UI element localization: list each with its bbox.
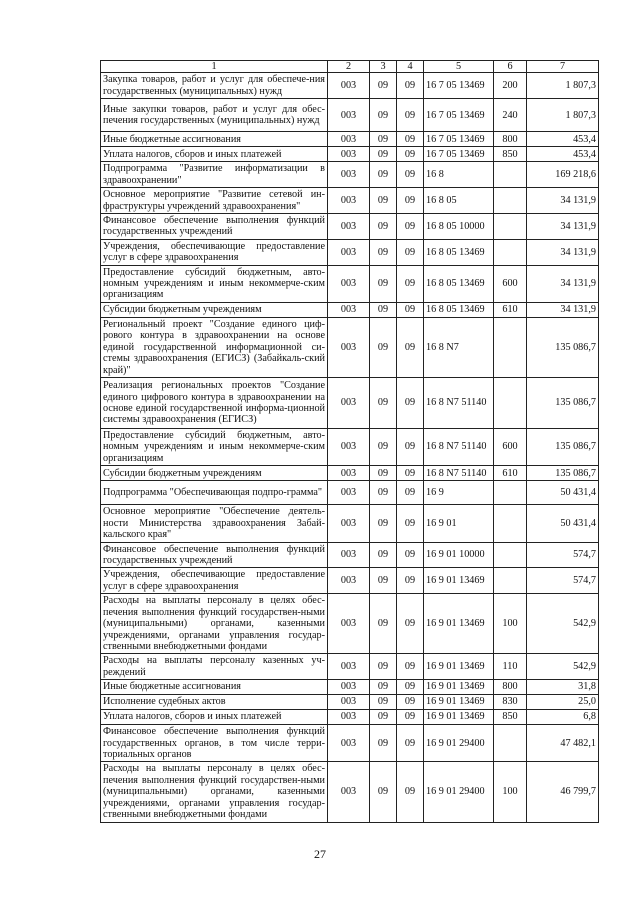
row-subsection-code: 09	[370, 239, 397, 265]
table-row	[101, 680, 599, 695]
row-subsection-code: 09	[370, 378, 397, 429]
row-expense-type: 830	[494, 695, 527, 710]
table-row	[101, 695, 599, 710]
row-name: Реализация региональных проектов "Создание единого цифрового контура в здравоохранении на основе единой государственной информа-ционной системы здравоохранения (ЕГИСЗ)	[101, 378, 328, 429]
row-name: Закупка товаров, работ и услуг для обеспече-ния государственных (муниципальных) нужд	[101, 73, 328, 99]
row-target-article: 16 8 N7 51140	[424, 378, 494, 429]
table-row	[101, 302, 599, 317]
row-amount: 50 431,4	[527, 481, 599, 505]
row-section-code: 003	[328, 680, 370, 695]
row-expense-type: 850	[494, 710, 527, 725]
row-subsection-code: 09	[370, 213, 397, 239]
row-target-article: 16 9 01 13469	[424, 680, 494, 695]
row-amount: 1 807,3	[527, 73, 599, 99]
row-name: Исполнение судебных актов	[101, 695, 328, 710]
table-row	[101, 481, 599, 505]
row-expense-type	[494, 568, 527, 594]
row-section-code: 003	[328, 505, 370, 542]
row-section-code: 003	[328, 725, 370, 762]
row-name: Субсидии бюджетным учреждениям	[101, 302, 328, 317]
row-expense-type: 100	[494, 762, 527, 822]
row-amount: 135 086,7	[527, 317, 599, 377]
row-group-code: 09	[397, 317, 424, 377]
row-subsection-code: 09	[370, 542, 397, 568]
row-group-code: 09	[397, 73, 424, 99]
row-name: Уплата налогов, сборов и иных платежей	[101, 147, 328, 162]
row-target-article: 16 8 05 13469	[424, 239, 494, 265]
row-group-code: 09	[397, 99, 424, 132]
row-expense-type: 610	[494, 466, 527, 481]
row-subsection-code: 09	[370, 429, 397, 466]
row-subsection-code: 09	[370, 725, 397, 762]
row-target-article: 16 9 01 13469	[424, 654, 494, 680]
table-row	[101, 542, 599, 568]
row-name: Расходы на выплаты персоналу в целях обес-печения выполнения функций государствен-ными (муниципальными) органами, казенными учреждениями, органами управления государ-ственными внебюджетными фондами	[101, 762, 328, 822]
row-group-code: 09	[397, 505, 424, 542]
table-row	[101, 725, 599, 762]
row-target-article: 16 9 01 13469	[424, 710, 494, 725]
row-section-code: 003	[328, 378, 370, 429]
row-name: Подпрограмма "Обеспечивающая подпро-грамма"	[101, 481, 328, 505]
row-expense-type: 600	[494, 265, 527, 302]
header-col-3: 3	[370, 61, 397, 73]
row-group-code: 09	[397, 710, 424, 725]
header-col-2: 2	[328, 61, 370, 73]
row-section-code: 003	[328, 542, 370, 568]
row-section-code: 003	[328, 568, 370, 594]
row-amount: 542,9	[527, 654, 599, 680]
row-section-code: 003	[328, 265, 370, 302]
table-row	[101, 213, 599, 239]
row-group-code: 09	[397, 762, 424, 822]
row-expense-type	[494, 213, 527, 239]
row-amount: 34 131,9	[527, 188, 599, 214]
row-subsection-code: 09	[370, 265, 397, 302]
table-row	[101, 239, 599, 265]
row-group-code: 09	[397, 132, 424, 147]
row-section-code: 003	[328, 132, 370, 147]
row-name: Учреждения, обеспечивающие предоставление услуг в сфере здравоохранения	[101, 568, 328, 594]
row-expense-type: 110	[494, 654, 527, 680]
row-section-code: 003	[328, 429, 370, 466]
row-target-article: 16 9 01 13469	[424, 695, 494, 710]
row-name: Уплата налогов, сборов и иных платежей	[101, 710, 328, 725]
row-group-code: 09	[397, 594, 424, 654]
row-subsection-code: 09	[370, 147, 397, 162]
table-row	[101, 265, 599, 302]
row-target-article: 16 7 05 13469	[424, 99, 494, 132]
row-group-code: 09	[397, 429, 424, 466]
row-target-article: 16 8 05 10000	[424, 213, 494, 239]
row-name: Финансовое обеспечение выполнения функций государственных учреждений	[101, 542, 328, 568]
row-group-code: 09	[397, 695, 424, 710]
row-amount: 1 807,3	[527, 99, 599, 132]
row-group-code: 09	[397, 466, 424, 481]
table-row	[101, 147, 599, 162]
table-row	[101, 710, 599, 725]
row-target-article: 16 9 01 13469	[424, 568, 494, 594]
row-subsection-code: 09	[370, 481, 397, 505]
row-target-article: 16 9 01	[424, 505, 494, 542]
row-name: Предоставление субсидий бюджетным, авто-номным учреждениям и иным некоммерче-ским организациям	[101, 265, 328, 302]
row-expense-type	[494, 505, 527, 542]
header-row	[101, 61, 599, 73]
row-amount: 453,4	[527, 147, 599, 162]
table-row	[101, 654, 599, 680]
row-expense-type: 800	[494, 680, 527, 695]
table-header	[101, 61, 599, 73]
row-section-code: 003	[328, 239, 370, 265]
row-expense-type: 240	[494, 99, 527, 132]
row-subsection-code: 09	[370, 568, 397, 594]
row-target-article: 16 9	[424, 481, 494, 505]
row-subsection-code: 09	[370, 162, 397, 188]
header-col-6: 6	[494, 61, 527, 73]
header-col-4: 4	[397, 61, 424, 73]
row-group-code: 09	[397, 239, 424, 265]
row-section-code: 003	[328, 317, 370, 377]
row-expense-type: 600	[494, 429, 527, 466]
row-subsection-code: 09	[370, 710, 397, 725]
row-subsection-code: 09	[370, 73, 397, 99]
row-target-article: 16 9 01 29400	[424, 762, 494, 822]
row-expense-type	[494, 239, 527, 265]
row-target-article: 16 7 05 13469	[424, 73, 494, 99]
header-col-1: 1	[101, 61, 328, 73]
row-group-code: 09	[397, 481, 424, 505]
row-subsection-code: 09	[370, 466, 397, 481]
row-subsection-code: 09	[370, 654, 397, 680]
row-subsection-code: 09	[370, 99, 397, 132]
row-expense-type	[494, 481, 527, 505]
row-subsection-code: 09	[370, 594, 397, 654]
row-section-code: 003	[328, 594, 370, 654]
row-group-code: 09	[397, 680, 424, 695]
row-section-code: 003	[328, 99, 370, 132]
table-row	[101, 317, 599, 377]
row-name: Учреждения, обеспечивающие предоставление услуг в сфере здравоохранения	[101, 239, 328, 265]
row-section-code: 003	[328, 73, 370, 99]
row-amount: 574,7	[527, 542, 599, 568]
row-subsection-code: 09	[370, 302, 397, 317]
row-expense-type	[494, 378, 527, 429]
row-subsection-code: 09	[370, 762, 397, 822]
row-amount: 46 799,7	[527, 762, 599, 822]
row-amount: 135 086,7	[527, 429, 599, 466]
row-amount: 34 131,9	[527, 265, 599, 302]
row-target-article: 16 8 N7 51140	[424, 466, 494, 481]
row-group-code: 09	[397, 213, 424, 239]
row-section-code: 003	[328, 481, 370, 505]
row-expense-type	[494, 542, 527, 568]
row-group-code: 09	[397, 654, 424, 680]
row-target-article: 16 9 01 13469	[424, 594, 494, 654]
budget-table	[100, 60, 599, 823]
row-amount: 31,8	[527, 680, 599, 695]
row-subsection-code: 09	[370, 505, 397, 542]
row-group-code: 09	[397, 188, 424, 214]
row-amount: 6,8	[527, 710, 599, 725]
row-amount: 169 218,6	[527, 162, 599, 188]
row-expense-type: 800	[494, 132, 527, 147]
row-expense-type	[494, 317, 527, 377]
table-row	[101, 99, 599, 132]
row-target-article: 16 8	[424, 162, 494, 188]
row-subsection-code: 09	[370, 317, 397, 377]
row-amount: 34 131,9	[527, 213, 599, 239]
row-group-code: 09	[397, 568, 424, 594]
row-target-article: 16 8 05 13469	[424, 265, 494, 302]
row-amount: 542,9	[527, 594, 599, 654]
row-target-article: 16 7 05 13469	[424, 147, 494, 162]
page-number: 27	[314, 847, 326, 861]
row-amount: 47 482,1	[527, 725, 599, 762]
row-group-code: 09	[397, 162, 424, 188]
table-row	[101, 505, 599, 542]
row-name: Финансовое обеспечение выполнения функций государственных органов, в том числе терри-ториальных органов	[101, 725, 328, 762]
row-group-code: 09	[397, 378, 424, 429]
row-amount: 34 131,9	[527, 239, 599, 265]
row-section-code: 003	[328, 762, 370, 822]
row-name: Региональный проект "Создание единого циф-рового контура в здравоохранении на основе единой государственной информационной си-стемы здравоохранения (ЕГИСЗ) (Забайкаль-ский край)"	[101, 317, 328, 377]
row-target-article: 16 7 05 13469	[424, 132, 494, 147]
row-name: Иные бюджетные ассигнования	[101, 680, 328, 695]
row-expense-type: 100	[494, 594, 527, 654]
table-row	[101, 162, 599, 188]
table-row	[101, 594, 599, 654]
row-section-code: 003	[328, 302, 370, 317]
row-amount: 574,7	[527, 568, 599, 594]
row-section-code: 003	[328, 695, 370, 710]
row-amount: 135 086,7	[527, 378, 599, 429]
row-subsection-code: 09	[370, 695, 397, 710]
row-section-code: 003	[328, 162, 370, 188]
row-group-code: 09	[397, 542, 424, 568]
row-target-article: 16 8 05	[424, 188, 494, 214]
row-name: Подпрограмма "Развитие информатизации в здравоохранении"	[101, 162, 328, 188]
row-name: Основное мероприятие "Развитие сетевой ин-фраструктуры учреждений здравоохранения"	[101, 188, 328, 214]
row-name: Иные закупки товаров, работ и услуг для обес-печения государственных (муниципальных) нужд	[101, 99, 328, 132]
row-group-code: 09	[397, 147, 424, 162]
row-group-code: 09	[397, 725, 424, 762]
row-amount: 453,4	[527, 132, 599, 147]
row-subsection-code: 09	[370, 132, 397, 147]
row-section-code: 003	[328, 654, 370, 680]
table-row	[101, 73, 599, 99]
table-row	[101, 188, 599, 214]
row-target-article: 16 9 01 29400	[424, 725, 494, 762]
table-body	[101, 73, 599, 822]
row-subsection-code: 09	[370, 188, 397, 214]
row-expense-type: 200	[494, 73, 527, 99]
row-expense-type	[494, 188, 527, 214]
row-expense-type	[494, 725, 527, 762]
header-col-7: 7	[527, 61, 599, 73]
row-group-code: 09	[397, 302, 424, 317]
row-target-article: 16 8 N7	[424, 317, 494, 377]
row-name: Расходы на выплаты персоналу в целях обес-печения выполнения функций государствен-ными (муниципальными) органами, казенными учреждениями, органами управления государ-ственными внебюджетными фондами	[101, 594, 328, 654]
row-name: Расходы на выплаты персоналу казенных уч-реждений	[101, 654, 328, 680]
row-name: Субсидии бюджетным учреждениям	[101, 466, 328, 481]
row-amount: 135 086,7	[527, 466, 599, 481]
row-subsection-code: 09	[370, 680, 397, 695]
row-expense-type: 850	[494, 147, 527, 162]
row-section-code: 003	[328, 710, 370, 725]
row-name: Основное мероприятие "Обеспечение деятель-ности Министерства здравоохранения Забай-кальского края"	[101, 505, 328, 542]
table-row	[101, 762, 599, 822]
header-col-5: 5	[424, 61, 494, 73]
row-target-article: 16 9 01 10000	[424, 542, 494, 568]
row-section-code: 003	[328, 147, 370, 162]
row-section-code: 003	[328, 466, 370, 481]
row-expense-type: 610	[494, 302, 527, 317]
row-name: Иные бюджетные ассигнования	[101, 132, 328, 147]
table-row	[101, 429, 599, 466]
row-amount: 50 431,4	[527, 505, 599, 542]
table-row	[101, 466, 599, 481]
row-section-code: 003	[328, 213, 370, 239]
row-target-article: 16 8 05 13469	[424, 302, 494, 317]
row-name: Предоставление субсидий бюджетным, авто-номным учреждениям и иным некоммерче-ским организациям	[101, 429, 328, 466]
table-row	[101, 132, 599, 147]
row-group-code: 09	[397, 265, 424, 302]
row-expense-type	[494, 162, 527, 188]
table-row	[101, 568, 599, 594]
row-target-article: 16 8 N7 51140	[424, 429, 494, 466]
table-row	[101, 378, 599, 429]
row-amount: 25,0	[527, 695, 599, 710]
row-name: Финансовое обеспечение выполнения функций государственных учреждений	[101, 213, 328, 239]
row-section-code: 003	[328, 188, 370, 214]
row-amount: 34 131,9	[527, 302, 599, 317]
